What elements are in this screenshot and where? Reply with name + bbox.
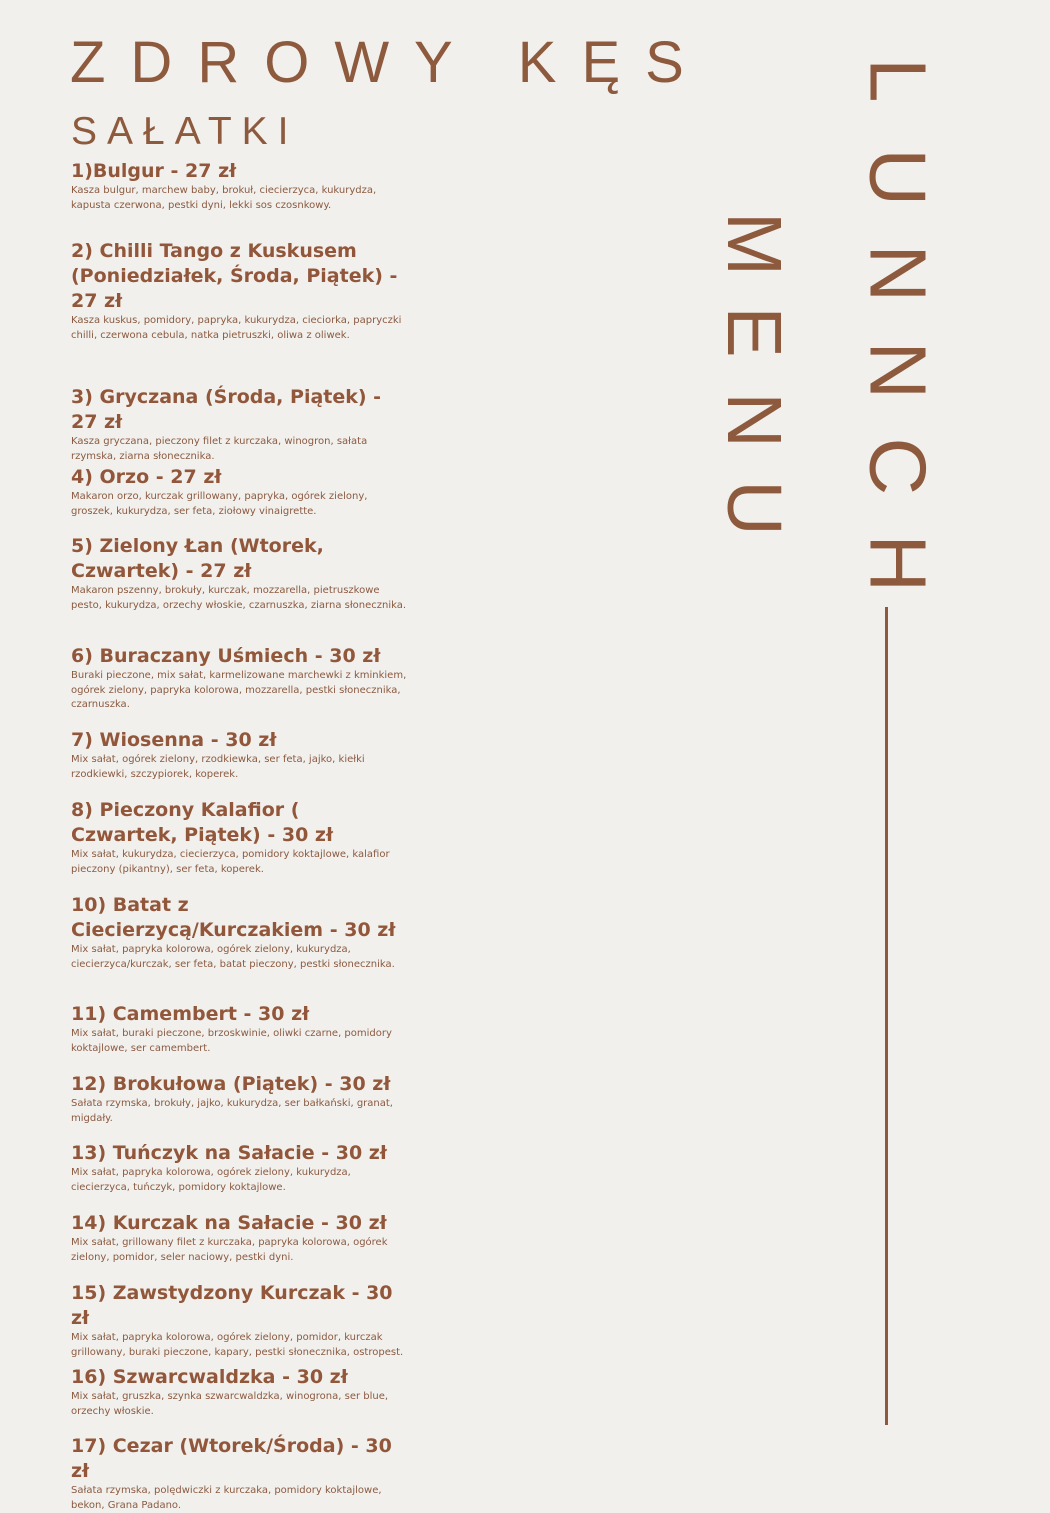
menu-item [71,1072,411,1126]
menu-item-description: Sałata rzymska, brokuły, jajko, kukurydza, ser bałkański, granat, migdały. [71,1098,393,1124]
menu-item-description: Kasza gryczana, pieczony filet z kurczaka, winogron, sałata rzymska, ziarna słonecznika. [71,436,368,462]
lunch-letter: L [853,58,943,103]
menu-item [71,1002,411,1056]
menu-item [71,1434,411,1513]
lunch-letter: H [853,533,943,592]
menu-item [71,159,411,213]
menu-item [71,1141,411,1195]
menu-item-title: 8) Pieczony Kalafior ( Czwartek, Piątek) - 30 zł [71,799,334,846]
menu-item-description: Makaron orzo, kurczak grillowany, papryka, ogórek zielony, groszek, kukurydza, ser feta, ziołowy vinaigrette. [71,491,368,517]
menu-item [71,1281,411,1360]
menu-item-title: 16) Szwarcwaldzka - 30 zł [71,1366,348,1388]
menu-item-title: 14) Kurczak na Sałacie - 30 zł [71,1212,387,1234]
menu-item-description: Mix sałat, papryka kolorowa, ogórek zielony, kukurydza, ciecierzyca/kurczak, ser feta, batat pieczony, pestki słonecznika. [71,944,395,970]
section-title-salads: SAŁATKI [71,110,299,153]
lunch-vertical-heading [853,32,943,611]
menu-item-title: 2) Chilli Tango z Kuskusem (Poniedziałek, Środa, Piątek) - 27 zł [71,240,398,312]
menu-item [71,798,411,877]
menu-item-description: Mix sałat, kukurydza, ciecierzyca, pomidory koktajlowe, kalafior pieczony (pikantny), ser feta, koperek. [71,849,390,875]
menu-letter: E [711,306,797,358]
menu-item [71,893,411,972]
restaurant-name: ZDROWY KĘS [70,30,709,95]
menu-item-description: Mix sałat, papryka kolorowa, ogórek zielony, kukurydza, ciecierzyca, tuńczyk, pomidory koktajlowe. [71,1167,351,1193]
menu-item-title: 4) Orzo - 27 zł [71,466,222,488]
menu-item-title: 6) Buraczany Uśmiech - 30 zł [71,645,381,667]
menu-item [71,385,411,464]
menu-item-title: 11) Camembert - 30 zł [71,1003,310,1025]
menu-item-title: 10) Batat z Ciecierzycą/Kurczakiem - 30 zł [71,894,396,941]
menu-item-description: Mix sałat, grillowany filet z kurczaka, papryka kolorowa, ogórek zielony, pomidor, seler naciowy, pestki dyni. [71,1237,388,1263]
menu-item-description: Buraki pieczone, mix sałat, karmelizowane marchewki z kminkiem, ogórek zielony, papryka kolorowa, mozzarella, pestki słonecznika, czarnuszka. [71,670,407,711]
menu-item-description: Mix sałat, gruszka, szynka szwarcwaldzka, winogrona, ser blue, orzechy włoskie. [71,1391,389,1417]
menu-item-description: Mix sałat, ogórek zielony, rzodkiewka, ser feta, jajko, kiełki rzodkiewki, szczypiorek, koperek. [71,754,365,780]
menu-item-description: Kasza bulgur, marchew baby, brokuł, ciecierzyca, kukurydza, kapusta czerwona, pestki dyni, lekki sos czosnkowy. [71,185,377,211]
vertical-divider-line [885,607,888,1425]
lunch-letter: U [853,147,943,206]
menu-letter: N [711,392,797,448]
menu-item-title: 13) Tuńczyk na Sałacie - 30 zł [71,1142,387,1164]
menu-item-title: 1)Bulgur - 27 zł [71,160,237,182]
menu-item [71,728,411,782]
menu-item [71,465,411,519]
menu-item-title: 12) Brokułowa (Piątek) - 30 zł [71,1073,391,1095]
menu-item-title: 15) Zawstydzony Kurczak - 30 zł [71,1282,393,1329]
lunch-letter: N [853,340,943,399]
menu-item [71,534,411,613]
menu-item-title: 17) Cezar (Wtorek/Środa) - 30 zł [71,1435,392,1482]
menu-item-description: Sałata rzymska, polędwiczki z kurczaka, pomidory koktajlowe, bekon, Grana Padano. [71,1485,382,1511]
menu-item-description: Makaron pszenny, brokuły, kurczak, mozzarella, pietruszkowe pesto, kukurydza, orzechy włoskie, czarnuszka, ziarna słonecznika. [71,585,407,611]
menu-item [71,1365,411,1419]
menu-letter: U [711,480,797,536]
menu-item-title: 5) Zielony Łan (Wtorek, Czwartek) - 27 zł [71,535,324,582]
lunch-letter: C [853,437,943,496]
menu-item-description: Mix sałat, buraki pieczone, brzoskwinie, oliwki czarne, pomidory koktajlowe, ser camembert. [71,1028,392,1054]
menu-item-title: 7) Wiosenna - 30 zł [71,729,277,751]
menu-item-title: 3) Gryczana (Środa, Piątek) - 27 zł [71,386,382,433]
menu-item-description: Mix sałat, papryka kolorowa, ogórek zielony, pomidor, kurczak grillowany, buraki pieczone, kapary, pestki słonecznika, ostropest. [71,1332,404,1358]
lunch-letter: N [853,244,943,303]
menu-item [71,644,411,713]
menu-item-description: Kasza kuskus, pomidory, papryka, kukurydza, cieciorka, papryczki chilli, czerwona cebula, natka pietruszki, oliwa z oliwek. [71,315,402,341]
menu-item [71,239,411,343]
menu-letter: M [711,211,797,277]
menu-item [71,1211,411,1265]
menu-vertical-heading [711,200,797,552]
